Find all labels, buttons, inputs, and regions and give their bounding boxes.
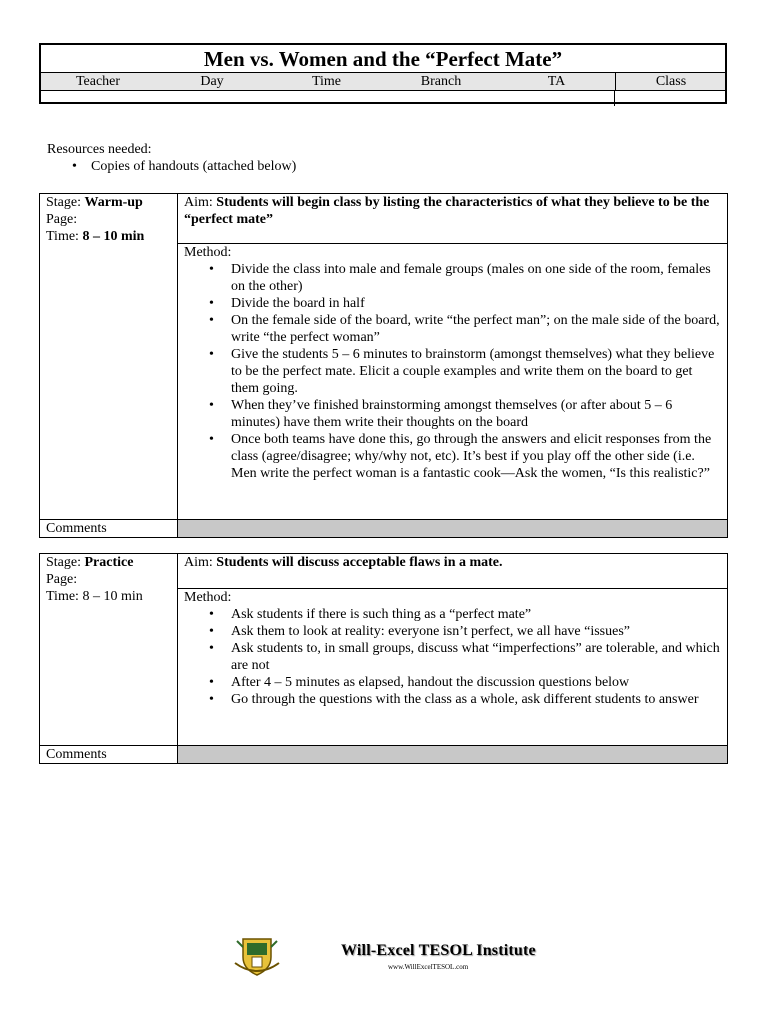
resource-item: • Copies of handouts (attached below): [91, 158, 296, 175]
stage-name: Warm-up: [84, 195, 143, 210]
method-item: • Divide the class into male and female groups (males on one side of the room, females on the other): [231, 261, 721, 295]
method-item: • On the female side of the board, write “the perfect man”; on the male side of the board, write “the perfect woman”: [231, 312, 721, 346]
method-item: • Give the students 5 – 6 minutes to brainstorm (amongst themselves) what they believe to be the perfect mate. Elicit a couple examples and write them on the board to get them going.: [231, 346, 721, 397]
header-labels-row: [41, 73, 725, 91]
stage-info-cell: [40, 194, 178, 520]
method-item: • After 4 – 5 minutes as elapsed, handout the discussion questions below: [231, 674, 721, 691]
header-blank-cells: [41, 91, 614, 106]
header-values-row: [41, 91, 725, 106]
method-item: • Ask students if there is such thing as a “perfect mate”: [231, 606, 721, 623]
header-class-blank: [614, 91, 725, 106]
aim-text: Students will begin class by listing the characteristics of what they believe to be the “perfect mate”: [184, 195, 710, 227]
resources-section: [47, 141, 296, 175]
header-teacher-label: Teacher: [75, 74, 121, 89]
comments-field[interactable]: [178, 746, 728, 764]
page-label: Page:: [46, 212, 78, 227]
institute-url: www.WillExcelTESOL.com: [388, 963, 469, 971]
comments-label: Comments: [40, 520, 178, 538]
method-list: [184, 261, 721, 482]
method-item: • Ask students to, in small groups, discuss what “imperfections” are tolerable, and which are not: [231, 640, 721, 674]
header-ta-label: TA: [547, 74, 566, 89]
time-prefix: Time:: [46, 589, 83, 604]
method-label: Method:: [184, 590, 232, 605]
comments-field[interactable]: [178, 520, 728, 538]
header-branch-label: Branch: [420, 74, 462, 89]
resources-list: [47, 158, 296, 175]
header-time-label: Time: [311, 74, 342, 89]
method-label: Method:: [184, 245, 232, 260]
institute-name: Will-Excel TESOL Institute: [341, 942, 536, 959]
stage-prefix: Stage:: [46, 195, 85, 210]
crest-logo-icon: [233, 933, 281, 977]
header-day-label: Day: [200, 74, 224, 89]
method-item: • Ask them to look at reality: everyone isn’t perfect, we all have “issues”: [231, 623, 721, 640]
method-cell: [178, 244, 728, 520]
time-prefix: Time:: [46, 229, 83, 244]
stage-line: [46, 194, 171, 211]
aim-text: Students will discuss acceptable flaws in a mate.: [216, 555, 503, 570]
stage-practice-table: [39, 553, 728, 764]
stage-info-cell: [40, 554, 178, 746]
stage-name: Practice: [84, 555, 134, 570]
method-cell: [178, 589, 728, 746]
time-line: [46, 228, 171, 245]
time-line: [46, 588, 171, 605]
stage-line: [46, 554, 171, 571]
stage-prefix: Stage:: [46, 555, 85, 570]
stage-warmup-table: [39, 193, 728, 538]
comments-label: Comments: [40, 746, 178, 764]
resources-label: Resources needed:: [47, 142, 152, 157]
time-value: 8 – 10 min: [82, 589, 143, 604]
method-item: • Go through the questions with the class as a whole, ask different students to answer: [231, 691, 721, 708]
page-label: Page:: [46, 572, 78, 587]
aim-prefix: Aim:: [184, 195, 217, 210]
aim-cell: [178, 194, 728, 244]
page-title: Men vs. Women and the “Perfect Mate”: [41, 45, 725, 73]
lesson-header: [39, 43, 727, 104]
method-item: • When they’ve finished brainstorming amongst themselves (or after about 5 – 6 minutes) have them write their thoughts on the board: [231, 397, 721, 431]
aim-cell: [178, 554, 728, 589]
method-list: [184, 606, 721, 708]
header-class-label: Class: [615, 73, 726, 90]
time-value: 8 – 10 min: [82, 229, 145, 244]
aim-prefix: Aim:: [184, 555, 217, 570]
method-item: • Once both teams have done this, go through the answers and elicit responses from the class (agree/disagree; why/why not, etc). It’s best if you play off the other side (i.e. Men write the perfect woman is a fantastic cook—Ask the women, “Is this realistic?”: [231, 431, 721, 482]
footer: [233, 933, 543, 983]
method-item: • Divide the board in half: [231, 295, 721, 312]
